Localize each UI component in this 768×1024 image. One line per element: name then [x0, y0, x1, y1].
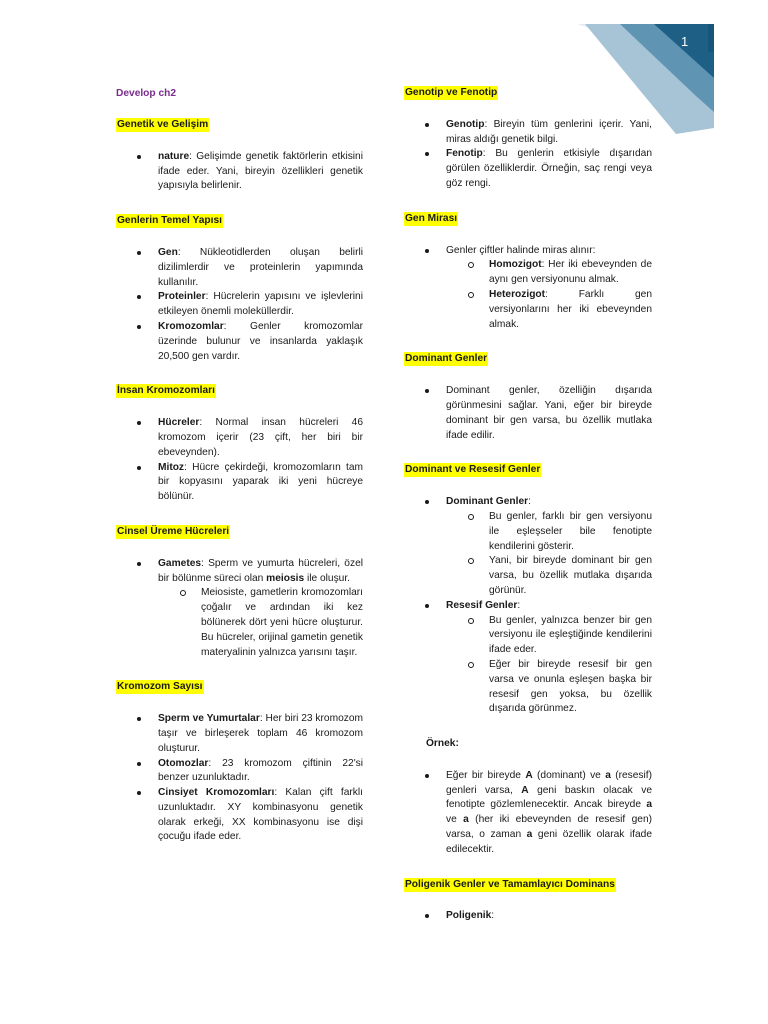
bullet-list	[116, 557, 363, 661]
term: Hücreler	[158, 417, 200, 429]
definition: : Bireyin tüm genlerini içerir. Yani, miras aldığı genetik bilgi.	[446, 118, 652, 145]
page-number: 1	[681, 34, 689, 49]
term: nature	[158, 150, 190, 162]
list-item	[116, 757, 363, 787]
sub-list-item	[446, 288, 652, 332]
sub-list-item: Bu genler, yalnızca benzer bir gen versiyonu ile eşleştiğinde kendilerini ifade eder.	[446, 614, 652, 658]
section-dominant-ve-resesif-genler	[404, 463, 652, 717]
section-cinsel-ureme-hucreleri	[116, 525, 363, 660]
definition: : Nükleotidlerden oluşan belirli dizilimlerdir ve proteinlerin yapımında kullanılır.	[158, 246, 363, 288]
section-heading: Genetik ve Gelişim	[117, 119, 209, 130]
section-genetik-ve-gelisim	[116, 118, 363, 194]
list-item	[404, 147, 652, 191]
list-item	[116, 246, 363, 290]
section-poligenik-genler	[404, 878, 652, 925]
bullet-list	[116, 712, 363, 845]
sub-list	[446, 510, 652, 599]
list-item	[404, 909, 652, 924]
section-gen-mirasi	[404, 212, 652, 333]
term: Dominant Genler	[446, 496, 529, 508]
section-heading: Dominant Genler	[405, 353, 488, 365]
sub-list	[446, 258, 652, 332]
definition: : Her biri 23 kromozom taşır ve birleşerek toplam 46 kromozom oluşturur.	[158, 713, 363, 754]
list-item	[116, 416, 363, 460]
text: (her iki ebeveynden de resesif gen) varsa, o zaman	[446, 814, 653, 841]
list-item	[116, 150, 363, 194]
term: a	[526, 829, 533, 841]
text: Eğer bir bireyde	[446, 769, 526, 781]
term: meiosis	[266, 572, 305, 584]
left-column	[116, 118, 363, 865]
list-item	[116, 320, 363, 364]
bullet-list	[404, 769, 652, 858]
document-title: Develop ch2	[116, 88, 177, 99]
definition: :	[528, 496, 531, 508]
term: Gametes	[158, 557, 202, 569]
definition: : Gelişimde genetik faktörlerin etkisini ifade eder. Yani, bireyin özellikleri genetik yapısıyla belirlenir.	[158, 150, 363, 192]
list-item	[116, 786, 363, 845]
list-item	[116, 712, 363, 756]
section-heading: Kromozom Sayısı	[117, 681, 203, 693]
bullet-list	[404, 118, 652, 192]
definition: : Farklı gen versiyonlarını her iki ebeveynden almak.	[489, 288, 652, 330]
example-label: Örnek:	[426, 738, 459, 750]
term: Proteinler	[158, 291, 206, 303]
text: geni baskın olacak ve fenotipte gözlemlenecektir. Ancak bireyde	[446, 784, 652, 811]
section-dominant-genler	[404, 352, 652, 443]
list-item	[116, 461, 363, 505]
list-item	[404, 118, 652, 148]
bullet-list	[404, 244, 652, 333]
definition: : Kalan çift farklı uzunluktadır. XY kombinasyonu genetik olarak erkeği, XX kombinasyonu ise dişi çocuğu ifade eder.	[158, 787, 363, 843]
bullet-list	[116, 416, 363, 505]
definition: : Hücrelerin yapısını ve işlevlerini etkileyen önemli moleküllerdir.	[158, 291, 363, 318]
text: ve	[446, 814, 464, 826]
definition: : Bu genlerin etkisiyle dışarıdan görülen özelliklerdir. Örneğin, saç rengi veya göz rengi.	[446, 148, 652, 189]
definition: : Sperm ve yumurta hücreleri, özel bir bölünme süreci olan	[158, 557, 363, 584]
term: A	[525, 769, 533, 781]
term: Gen	[158, 246, 178, 258]
list-item	[404, 769, 652, 858]
section-genotip-ve-fenotip	[404, 86, 652, 192]
definition: :	[517, 599, 521, 611]
term: A	[521, 784, 529, 796]
term: Fenotip	[446, 148, 483, 160]
bullet-list	[404, 384, 652, 443]
right-column	[404, 86, 652, 944]
section-genlerin-temel-yapisi	[116, 214, 363, 364]
text: (dominant) ve	[532, 769, 606, 781]
sub-list	[446, 614, 652, 718]
definition: :	[491, 910, 495, 922]
list-item	[404, 495, 652, 599]
bullet-list	[404, 495, 652, 717]
list-item	[116, 557, 363, 661]
section-kromozom-sayisi	[116, 680, 363, 845]
list-item	[116, 290, 363, 320]
term: Mitoz	[158, 461, 185, 473]
bullet-list	[116, 150, 363, 194]
sub-list-item: Meiosiste, gametlerin kromozomları çoğalır ve ardından iki kez bölünerek dört yeni hücre oluşturur. Bu hücreler, orijinal gametin genetik materyalinin yalnızca yarısını taşır.	[158, 586, 363, 660]
definition: : 23 kromozom çiftinin 22'si benzer uzunluktadır.	[158, 757, 363, 784]
bullet-list	[404, 909, 652, 924]
text: geni özellik olarak ifade edilecektir.	[446, 829, 652, 855]
sub-list-item: Eğer bir bireyde resesif bir gen varsa ve onunla eşleşen başka bir resesif gen yoksa, bu özellik dışarıda görünmez.	[446, 658, 652, 717]
definition: : Hücre çekirdeği, kromozomların tam bir kopyasını yaparak iki yeni hücreye bölünür.	[158, 461, 363, 503]
section-heading: Genotip ve Fenotip	[405, 87, 498, 98]
section-heading: Dominant ve Resesif Genler	[405, 464, 541, 476]
list-item	[404, 599, 652, 717]
term: Sperm ve Yumurtalar	[158, 713, 260, 725]
section-ornek	[404, 737, 652, 858]
definition: Genler çiftler halinde miras alınır:	[446, 244, 596, 256]
term: Homozigot	[489, 259, 542, 271]
sub-list	[158, 586, 363, 660]
term: Heterozigot	[489, 288, 546, 300]
sub-list-item: Bu genler, farklı bir gen versiyonu ile eşleşseler bile fenotipte kendilerini gösterir.	[446, 510, 652, 554]
section-heading: İnsan Kromozomları	[117, 385, 215, 397]
term: Poligenik	[446, 910, 492, 922]
section-heading: Poligenik Genler ve Tamamlayıcı Dominans	[405, 878, 615, 890]
section-insan-kromozomlari	[116, 384, 363, 505]
definition: : Genler kromozomlar üzerinde bulunur ve insanlarda yaklaşık 20,500 gen vardır.	[158, 320, 363, 362]
definition: : Normal insan hücreleri 46 kromozom içerir (23 çift, her biri bir ebeveynden).	[158, 417, 363, 458]
bullet-list	[116, 246, 363, 364]
term: Otomozlar	[158, 757, 209, 769]
term: a	[605, 769, 611, 781]
definition: : Her iki ebeveynden de aynı gen versiyonunu almak.	[489, 259, 652, 286]
term: Genotip	[446, 118, 485, 130]
section-heading: Gen Mirası	[405, 212, 458, 224]
section-heading: Cinsel Üreme Hücreleri	[117, 525, 230, 537]
list-item	[404, 244, 652, 333]
list-item: Dominant genler, özelliğin dışarıda görünmesini sağlar. Yani, eğer bir bireyde dominant bir gen varsa, bu özellik mutlaka ifade edilir.	[404, 384, 652, 443]
term: a	[463, 814, 469, 826]
text: (resesif) genleri varsa,	[446, 769, 653, 796]
term: Kromozomlar	[158, 320, 224, 332]
definition: ile oluşur.	[304, 572, 350, 584]
sub-list-item	[446, 258, 652, 288]
section-heading: Genlerin Temel Yapısı	[117, 215, 222, 227]
term: Resesif Genler	[446, 599, 518, 611]
sub-list-item: Yani, bir bireyde dominant bir gen varsa, bu özellik mutlaka dışarıda görünür.	[446, 554, 652, 598]
term: Cinsiyet Kromozomları	[158, 787, 275, 799]
term: a	[646, 799, 652, 811]
